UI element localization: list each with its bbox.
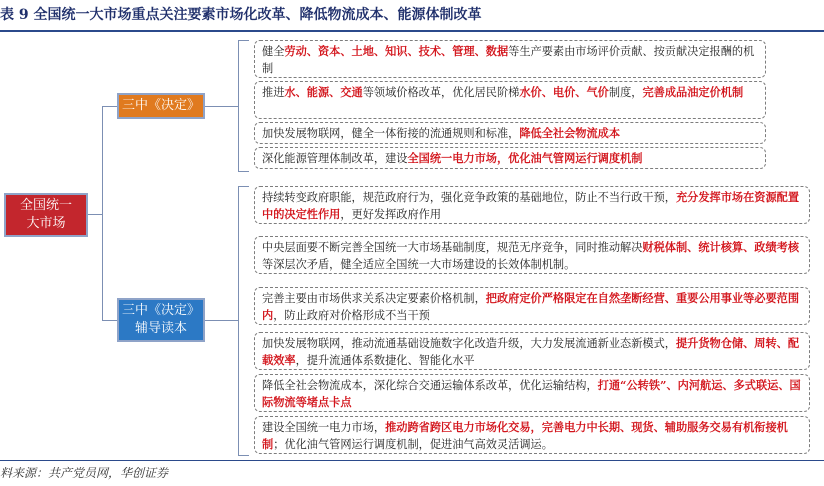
group-b-item [254, 332, 810, 370]
highlight-text: 降低全社会物流成本 [519, 126, 621, 140]
body-text: ，提升流通体系数捷化、智能化水平 [295, 354, 475, 367]
body-text: ；优化油气管网运行调度机制，促进油气高效灵活调运。 [273, 438, 553, 451]
root-label-line2: 大市场 [26, 216, 66, 231]
body-text: 完善主要由市场供求关系决定要素价格机制， [262, 292, 486, 305]
source-note: 料来源：共产党员网，华创证券 [0, 466, 169, 480]
body-text: 等领域价格改革，优化居民阶梯 [362, 86, 520, 99]
highlight-text: 财税体制、统计核算、政绩考核 [642, 240, 800, 254]
source-rule [0, 460, 824, 461]
group-b-item [254, 287, 810, 325]
body-text: 建设全国统一电力市场， [262, 421, 386, 434]
group-a-item [254, 81, 766, 119]
highlight-text: 提升货物仓储、周转、配载效率 [262, 336, 800, 367]
group-a-item [254, 40, 766, 78]
root-label-line1: 全国统一 [19, 198, 72, 213]
body-text: 等深层次矛盾，健全适应全国统一大市场建设的长效体制机制。 [262, 258, 576, 271]
group-a-label: 三中《决定》 [121, 98, 200, 113]
group-a-item [254, 122, 766, 144]
highlight-text: 打通“公转铁”、内河航运、多式联运、国际物流等堵点卡点 [262, 378, 801, 409]
highlight-text: 推动跨省跨区电力市场化交易，完善电力中长期、现货、辅助服务交易有机衔接机制 [262, 420, 788, 451]
body-text: 等生产要素由市场评价贡献、按贡献决定报酬的机制 [262, 45, 755, 75]
body-text: 深化能源管理体制改革，建设 [262, 152, 408, 165]
group-a-item [254, 147, 766, 169]
body-text: 持续转变政府职能，规范政府行为，强化竞争政策的基础地位，防止不当行政干预， [262, 191, 676, 204]
highlight-text: 把政府定价严格限定在自然垄断经营、重要公用事业等必要范围内 [262, 291, 800, 322]
body-text: ，更好发挥政府作用 [340, 208, 442, 221]
group-b-label-line2: 辅导读本 [134, 321, 187, 336]
highlight-text: 完善成品油定价机制 [642, 85, 744, 99]
body-text: 制度， [608, 86, 643, 99]
body-text: 健全 [262, 45, 285, 58]
connector-a-bracket [205, 106, 238, 107]
connector-b-bracket [205, 320, 238, 321]
connector-root [88, 214, 102, 215]
bracket-a [238, 40, 249, 172]
highlight-text: 水价、电价、气价 [519, 85, 609, 99]
group-b-item [254, 236, 810, 274]
group-b-item [254, 416, 810, 454]
root-node [4, 193, 88, 237]
group-b-item [254, 186, 810, 224]
group-a-node [117, 93, 205, 119]
bracket-b [238, 186, 249, 456]
highlight-text: 全国统一电力市场，优化油气管网运行调度机制 [407, 151, 643, 165]
highlight-text: 水、能源、交通 [284, 85, 363, 99]
body-text: 降低全社会物流成本，深化综合交通运输体系改革，优化运输结构， [262, 379, 598, 392]
body-text: 加快发展物联网，推动流通基础设施数字化改造升级，大力发展流通新业态新模式， [262, 337, 676, 350]
body-text: ，防止政府对价格形成不当干预 [273, 309, 430, 322]
connector-a [102, 106, 117, 107]
group-b-node [117, 298, 205, 342]
connector-b [102, 320, 117, 321]
highlight-text: 劳动、资本、土地、知识、技术、管理、数据 [284, 44, 509, 58]
title-rule [0, 30, 824, 32]
group-b-label-line1: 三中《决定》 [121, 303, 200, 318]
connector-spine [102, 106, 103, 320]
highlight-text: 充分发挥市场在资源配置中的决定性作用 [262, 190, 800, 221]
table-title: 表 9 全国统一大市场重点关注要素市场化改革、降低物流成本、能源体制改革 [0, 7, 482, 23]
body-text: 加快发展物联网，健全一体衔接的流通规则和标准， [262, 127, 520, 140]
group-b-item [254, 374, 810, 412]
body-text: 中央层面要不断完善全国统一大市场基础制度，规范无序竞争，同时推动解决 [262, 241, 643, 254]
body-text: 推进 [262, 86, 285, 99]
